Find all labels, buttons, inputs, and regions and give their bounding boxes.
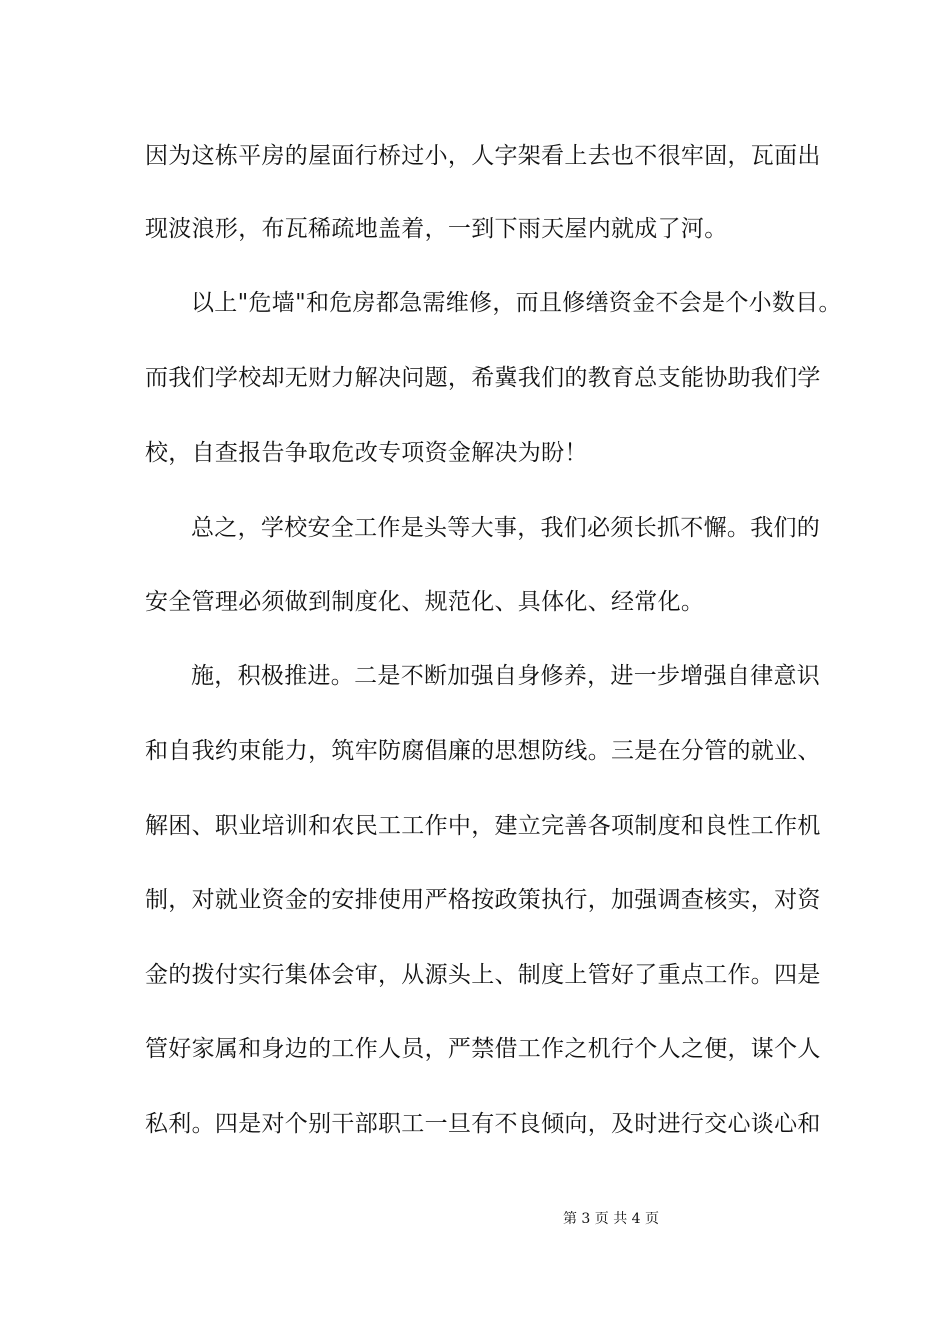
text-line: 和自我约束能力，筑牢防腐倡廉的思想防线。三是在分管的就业、 [145, 738, 821, 764]
text-line: 制，对就业资金的安排使用严格按政策执行，加强调查核实，对资 [145, 887, 821, 913]
text-line: 校，自查报告争取危改专项资金解决为盼！ [145, 440, 588, 466]
text-line: 因为这栋平房的屋面行桥过小，人字架看上去也不很牢固，瓦面出 [145, 143, 821, 169]
text-line: 而我们学校却无财力解决问题，希冀我们的教育总支能协助我们学 [145, 365, 821, 391]
text-line: 施，积极推进。二是不断加强自身修养，进一步增强自律意识 [191, 663, 821, 689]
text-line: 金的拨付实行集体会审，从源头上、制度上管好了重点工作。四是 [145, 962, 821, 988]
text-line: 总之，学校安全工作是头等大事，我们必须长抓不懈。我们的 [191, 515, 821, 541]
text-line: 解困、职业培训和农民工工作中，建立完善各项制度和良性工作机 [145, 813, 821, 839]
text-line: 现波浪形，布瓦稀疏地盖着，一到下雨天屋内就成了河。 [145, 216, 728, 242]
text-line: 以上"危墙"和危房都急需维修，而且修缮资金不会是个小数目。 [191, 290, 842, 316]
text-line: 管好家属和身边的工作人员，严禁借工作之机行个人之便，谋个人 [145, 1036, 821, 1062]
text-line: 安全管理必须做到制度化、规范化、具体化、经常化。 [145, 589, 705, 615]
page-number: 第 3 页 共 4 页 [562, 1211, 660, 1227]
text-line: 私利。四是对个别干部职工一旦有不良倾向，及时进行交心谈心和 [145, 1111, 821, 1137]
page-footer [0, 1210, 950, 1228]
